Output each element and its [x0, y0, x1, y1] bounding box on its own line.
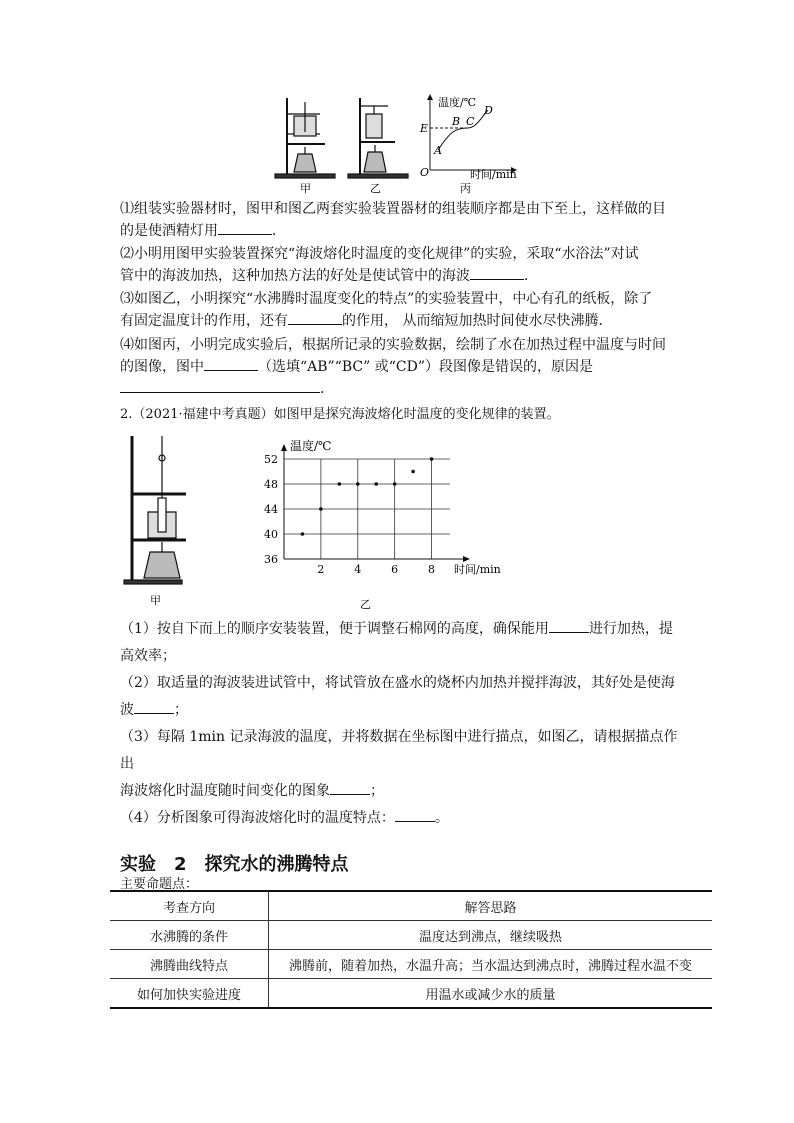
answer-blank[interactable] — [204, 356, 258, 371]
answer-blank[interactable] — [470, 265, 524, 280]
y-axis-arrow — [281, 444, 287, 451]
data-point — [393, 482, 397, 486]
table-row — [110, 950, 712, 979]
graph-xlabel: 时间/min — [470, 168, 517, 181]
y-tick-label: 40 — [264, 528, 278, 541]
answer-blank[interactable] — [395, 807, 435, 822]
q1-part3: ⑶如图乙，小明探究“水沸腾时温度变化的特点”的实验装置中，中心有孔的纸板，除了 有固定温度计的作用，还有 的作用， 从而缩短加热时间使水尽快沸腾． — [120, 291, 653, 329]
q2-caption-jia: 甲 — [150, 594, 161, 607]
x-tick-label: 6 — [391, 563, 399, 576]
q1-part1: ⑴组装实验器材时，图甲和图乙两套实验装置器材的组装顺序都是由下至上，这样做的目 的是使酒精灯用 ． — [120, 201, 666, 239]
x-axis-arrow — [463, 556, 470, 562]
answer-blank[interactable] — [218, 220, 272, 235]
point-d: D — [484, 104, 493, 117]
point-a: A — [434, 144, 442, 157]
table-header: 解答思路 — [269, 891, 713, 921]
data-point — [411, 470, 415, 474]
x-tick-label: 2 — [317, 563, 325, 576]
q1-part2: ⑵小明用图甲实验装置探究“海波熔化时温度的变化规律”的实验，采取“水浴法”对试 管中的海波加热，这种加热方法的好处是使试管中的海波 ． — [120, 246, 639, 284]
answer-blank[interactable] — [120, 378, 320, 393]
graph-origin: O — [420, 166, 430, 179]
x-tick-label: 4 — [354, 563, 362, 576]
table-cell: 沸腾前，随着加热，水温升高；当水温达到沸点时，沸腾过程水温不变 — [269, 950, 713, 979]
table-cell: 水沸腾的条件 — [110, 921, 269, 950]
y-tick-label: 52 — [264, 453, 278, 466]
q1-part4: ⑷如图丙，小明完成实验后，根据所记录的实验数据，绘制了水在加热过程中温度与时间 的图像，图中 （选填“AB”“BC” 或“CD”）段图像是错误的，原因是 ． — [120, 337, 666, 397]
chart-ticks — [264, 453, 435, 576]
caption-bing: 丙 — [460, 182, 471, 195]
caption-jia: 甲 — [300, 182, 311, 195]
answer-blank[interactable] — [288, 310, 342, 325]
answer-blank[interactable] — [330, 780, 370, 795]
section-heading: 实验 2 探究水的沸腾特点 — [120, 854, 349, 875]
q2-apparatus — [122, 432, 192, 608]
data-point — [301, 532, 305, 536]
q2-subquestions: （1）按自下而上的顺序安装装置，便于调整石棉网的高度，确保能用 进行加热，提 高效率； （2）取适量的海波装进试管中，将试管放在盛水的烧杯内加热并搅拌海波，其好处是使海 波 ； （3）每隔 1min 记录海波的温度，并将数据在坐标图中进行描点，如图乙，请根据描点作出 海波熔化时温度随时间变化的图象 ； （4）分析图象可得海波熔化时的温度特点： 。 — [120, 616, 690, 832]
chart-axes — [281, 444, 470, 562]
answer-blank[interactable] — [549, 618, 589, 633]
y-tick-label: 48 — [264, 478, 278, 491]
table-header-row — [110, 891, 712, 921]
data-point — [319, 507, 323, 511]
table-row — [110, 921, 712, 950]
y-tick-label: 36 — [264, 553, 278, 566]
point-b: B — [452, 115, 461, 128]
graph-ylabel: 温度/℃ — [438, 96, 477, 109]
chart-grid — [284, 459, 450, 559]
section-subheading: 主要命题点： — [120, 877, 199, 892]
table-cell: 用温水或减少水的质量 — [269, 979, 713, 1009]
data-point — [374, 482, 378, 486]
figure-1 — [270, 92, 520, 196]
chart-ylabel: 温度/℃ — [290, 439, 332, 453]
apparatus-jia — [275, 98, 335, 178]
table-cell: 沸腾曲线特点 — [110, 950, 269, 979]
table-cell: 温度达到沸点，继续吸热 — [269, 921, 713, 950]
data-point — [356, 482, 360, 486]
x-tick-label: 8 — [428, 563, 436, 576]
apparatus-yi — [348, 98, 408, 178]
topic-table — [110, 890, 712, 1009]
answer-blank[interactable] — [134, 699, 174, 714]
point-c: C — [466, 115, 475, 128]
q2-caption-yi: 乙 — [360, 598, 371, 611]
point-e: E — [420, 122, 429, 135]
data-point — [338, 482, 342, 486]
y-tick-label: 44 — [264, 503, 278, 516]
data-point — [430, 457, 434, 461]
q2-chart — [248, 436, 518, 616]
caption-yi: 乙 — [370, 182, 381, 195]
table-row — [110, 979, 712, 1009]
table-header: 考查方向 — [110, 891, 269, 921]
q2-title: 2.（2021·福建中考真题）如图甲是探究海波熔化时温度的变化规律的装置。 — [120, 407, 560, 422]
table-cell: 如何加快实验进度 — [110, 979, 269, 1009]
chart-xlabel: 时间/min — [454, 563, 501, 576]
